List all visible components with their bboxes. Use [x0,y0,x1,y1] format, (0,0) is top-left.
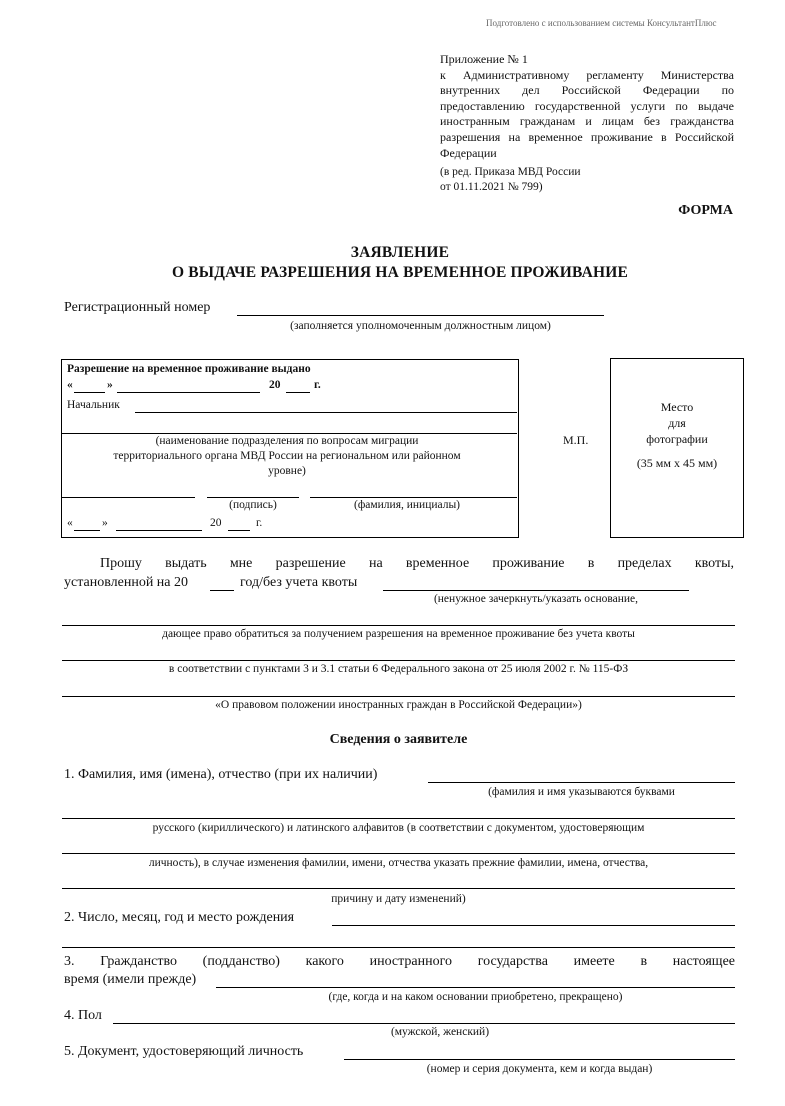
quota-year-field[interactable] [210,590,234,591]
signature-caption: (подпись) [229,499,277,511]
request-line-1: Прошу выдать мне разрешение на временное проживание в пределах квоты, [100,556,734,571]
unit-caption: (наименование подразделения по вопросам миграции территориального органа МВД России на региональном или районном уровне) [113,435,461,477]
field-1-input[interactable] [428,782,735,783]
permit-date2-month-field[interactable] [116,530,202,531]
field-3-line-2: время (имели прежде) [64,972,197,987]
registration-label: Регистрационный номер [64,300,211,315]
permit-year-field[interactable] [286,392,310,393]
permit-date-close-quote: » [107,379,113,391]
permit-date2-year-suffix: г. [256,517,263,529]
field-2-input-2[interactable] [62,947,735,948]
position-field[interactable] [62,497,195,498]
field-2-label: 2. Число, месяц, год и место рождения [64,910,295,925]
amendment-line-1: (в ред. Приказа МВД России [440,166,581,178]
field-3-input[interactable] [216,987,735,988]
field-3-line-1: 3. Гражданство (подданство) какого иностранного государства имеете в настоящее [64,954,735,969]
field-1-caption-1: (фамилия и имя указываются буквами [488,786,675,798]
field-2-input[interactable] [332,925,735,926]
field-1-caption-3: личность), в случае изменения фамилии, имени, отчества указать прежние фамилии, имена, отчества, [148,857,649,869]
request-line-2-suffix: год/без учета квоты [240,575,358,590]
photo-size: (35 мм х 45 мм) [636,456,718,470]
field-4-label: 4. Пол [64,1008,102,1023]
basis-line-3[interactable] [62,660,735,661]
annex-title: Приложение № 1 [440,52,528,66]
field-4-input[interactable] [113,1023,735,1024]
basis-line-4[interactable] [62,696,735,697]
field-1-input-2[interactable] [62,818,735,819]
title-line-2: О ВЫДАЧЕ РАЗРЕШЕНИЯ НА ВРЕМЕННОЕ ПРОЖИВАНИЕ [171,264,629,281]
permit-date2-day-field[interactable] [74,530,100,531]
field-5-label: 5. Документ, удостоверяющий личность [64,1044,304,1059]
stamp-label: М.П. [563,433,589,447]
request-caption-1: (ненужное зачеркнуть/указать основание, [433,593,639,605]
field-1-input-4[interactable] [62,888,735,889]
amendment-line-2: от 01.11.2021 № 799) [440,181,543,193]
permit-heading: Разрешение на временное проживание выдано [67,363,311,375]
field-5-input[interactable] [344,1059,735,1060]
permit-date2-close-quote: » [102,517,108,529]
request-caption-4: «О правовом положении иностранных граждан в Российской Федерации») [215,699,582,711]
permit-day-field[interactable] [74,392,105,393]
prepared-note: Подготовлено с использованием системы КонсультантПлюс [486,18,717,28]
amendment-note [440,165,581,195]
chief-field[interactable] [135,412,517,413]
field-3-caption: (где, когда и на каком основании приобретено, прекращено) [328,991,623,1003]
permit-month-field[interactable] [117,392,260,393]
permit-date-open-quote: « [67,379,73,391]
field-1-caption-4: причину и дату изменений) [331,893,466,905]
signature-field[interactable] [207,497,299,498]
request-caption-3: в соответствии с пунктами 3 и 3.1 статьи 6 Федерального закона от 25 июля 2002 г. № 115-ФЗ [168,663,629,675]
name-field[interactable] [310,497,517,498]
applicant-heading: Сведения о заявителе [329,732,468,747]
permit-year-suffix: г. [314,379,321,391]
request-caption-2: дающее право обратиться за получением разрешения на временное проживание без учета квоты [162,628,635,640]
field-1-caption-2: русского (кириллического) и латинского алфавитов (в соответствии с документом, удостоверяющим [152,822,645,834]
field-4-caption: (мужской, женский) [390,1026,490,1038]
permit-date2-year-prefix: 20 [210,517,222,529]
permit-date2-year-field[interactable] [228,530,250,531]
quota-basis-field[interactable] [383,590,689,591]
title-line-1: ЗАЯВЛЕНИЕ [350,244,450,261]
field-1-input-3[interactable] [62,853,735,854]
permit-box [61,359,519,538]
annex-text: к Административному регламенту Министерства внутренних дел Российской Федерации по предоставлению государственной услуги по выдаче иностранным гражданам и лицам без гражданства разрешения на временное проживание в Российской Федерации [440,67,734,160]
photo-line-3: фотографии [646,432,708,446]
forma-label: ФОРМА [678,203,733,218]
photo-line-2: для [668,416,686,430]
permit-date2-open-quote: « [67,517,73,529]
permit-year-prefix: 20 [269,379,281,391]
name-caption: (фамилия, инициалы) [353,499,461,511]
registration-caption: (заполняется уполномоченным должностным лицом) [290,320,551,332]
request-line-2-prefix: установленной на 20 [64,575,189,590]
field-5-caption: (номер и серия документа, кем и когда выдан) [426,1063,653,1075]
registration-input-line[interactable] [237,315,604,316]
basis-line-2[interactable] [62,625,735,626]
field-1-label: 1. Фамилия, имя (имена), отчество (при их наличии) [64,767,378,782]
chief-label: Начальник [67,399,120,411]
annex-block [440,52,734,161]
photo-box [610,358,744,538]
photo-line-1: Место [660,400,694,414]
